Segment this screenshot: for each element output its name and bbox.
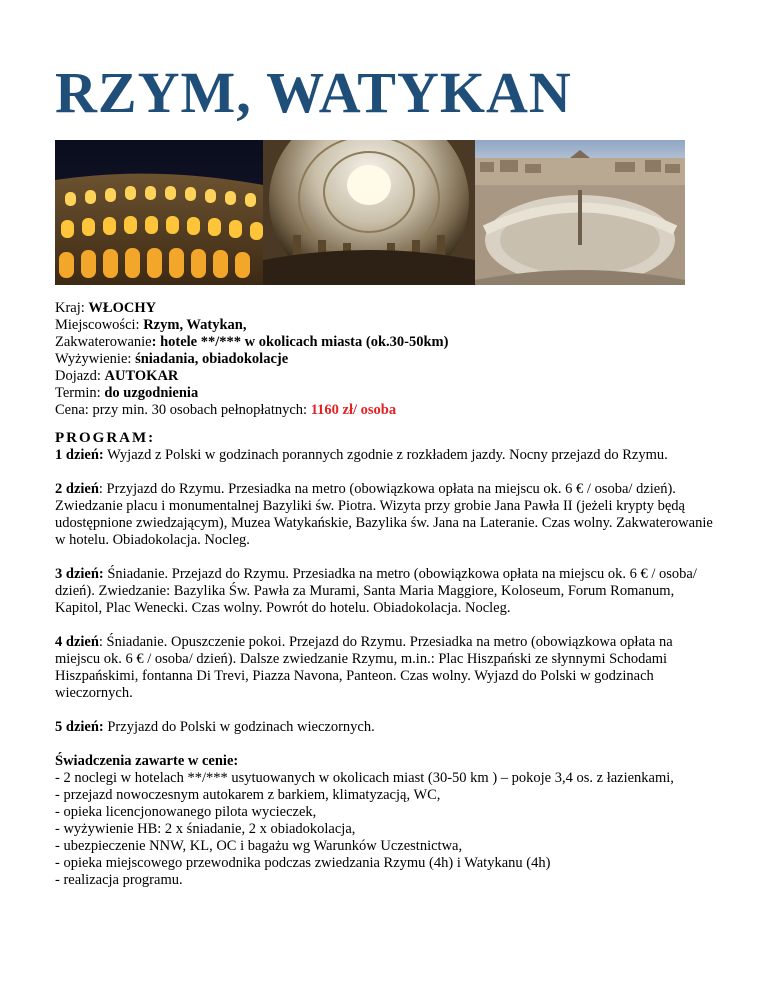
day-text: : Śniadanie. Opuszczenie pokoi. Przejazd do Rzymu. Przesiadka na metro (obowiązkowa opłata na miejscu ok. 6 € / osoba/ dzień). Dalsze zwiedzanie Rzymu, m.in.: Plac Hiszpański ze słynnymi Schodami Hiszpańskimi, fontanna Di Trevi, Piazza Navona, Panteon. Czas wolny. Wyjazd do Polski w godzinach wieczornych.: [55, 634, 673, 701]
list-item: - wyżywienie HB: 2 x śniadanie, 2 x obiadokolacja,: [55, 821, 356, 837]
day-text: Wyjazd z Polski w godzinach porannych zgodnie z rozkładem jazdy. Nocny przejazd do Rzymu.: [103, 447, 668, 463]
board-row: [55, 351, 715, 368]
board-label: Wyżywienie:: [55, 351, 136, 367]
transport-label: Dojazd:: [55, 368, 105, 384]
day-label: 5 dzień:: [55, 719, 104, 735]
country-label: Kraj:: [55, 300, 89, 316]
list-item: - 2 noclegi w hotelach **/*** usytuowanych w okolicach miast (30-50 km ) – pokoje 3,4 os. z łazienkami,: [55, 770, 674, 786]
board-value: śniadania, obiadokolacje: [135, 351, 289, 367]
term-value: do uzgodnienia: [104, 385, 199, 401]
transport-value: AUTOKAR: [104, 368, 179, 384]
price-label: Cena: przy min. 30 osobach pełnopłatnych:: [55, 402, 311, 418]
list-item: - opieka licencjonowanego pilota wycieczek,: [55, 804, 317, 820]
term-label: Termin:: [55, 385, 105, 401]
included-heading: Świadczenia zawarte w cenie:: [55, 753, 239, 769]
day-3: [55, 566, 715, 617]
program-section: [55, 430, 715, 889]
accommodation-row: [55, 334, 715, 351]
page-title: RZYM, WATYKAN: [55, 60, 572, 125]
country-value: WŁOCHY: [88, 300, 157, 316]
included-list: [55, 770, 715, 889]
price-row: [55, 402, 715, 419]
transport-row: [55, 368, 715, 385]
day-label: 3 dzień:: [55, 566, 104, 582]
day-label: 2 dzień: [55, 481, 99, 497]
places-label: Miejscowości:: [55, 317, 144, 333]
price-value: 1160 zł/ osoba: [310, 402, 397, 418]
day-5: [55, 719, 715, 736]
photo-strip: [55, 140, 685, 285]
places-row: [55, 317, 715, 334]
places-value: Rzym, Watykan,: [143, 317, 247, 333]
day-label: 4 dzień: [55, 634, 99, 650]
day-text: Przyjazd do Polski w godzinach wieczornych.: [103, 719, 375, 735]
day-4: [55, 634, 715, 702]
day-2: [55, 481, 715, 549]
day-text: Śniadanie. Przejazd do Rzymu. Przesiadka na metro (obowiązkowa opłata na miejscu ok. 6 € / osoba/ dzień). Zwiedzanie: Bazylika Św. Pawła za Murami, Santa Maria Maggiore, Koloseum, Forum Romanum, Kapitol, Plac Wenecki. Czas wolny. Powrót do hotelu. Obiadokolacja. Nocleg.: [55, 566, 697, 616]
day-label: 1 dzień:: [55, 447, 104, 463]
list-item: - realizacja programu.: [55, 872, 183, 888]
accommodation-label: Zakwaterowanie: [55, 334, 152, 350]
country-row: [55, 300, 715, 317]
day-text: : Przyjazd do Rzymu. Przesiadka na metro (obowiązkowa opłata na miejscu ok. 6 € / osoba/ dzień). Zwiedzanie placu i monumentalnej Bazyliki św. Piotra. Wizyta przy grobie Jana Pawła II (jeżeli krypty będą udostępnione zwiedzającym), Muzea Watykańskie, Bazylika św. Jana na Lateranie. Czas wolny. Zakwaterowanie w hotelu. Obiadokolacja. Nocleg.: [55, 481, 713, 548]
term-row: [55, 385, 715, 402]
list-item: - przejazd nowoczesnym autokarem z barkiem, klimatyzacją, WC,: [55, 787, 441, 803]
list-item: - opieka miejscowego przewodnika podczas zwiedzania Rzymu (4h) i Watykanu (4h): [55, 855, 551, 871]
day-1: [55, 447, 715, 464]
st-peters-square-photo: [475, 140, 685, 285]
program-heading: PROGRAM:: [55, 430, 156, 446]
dome-photo: [263, 140, 475, 285]
colosseum-photo: [55, 140, 263, 285]
trip-info: [55, 300, 715, 419]
accommodation-value: : hotele **/*** w okolicach miasta (ok.30-50km): [151, 334, 449, 350]
list-item: - ubezpieczenie NNW, KL, OC i bagażu wg Warunków Uczestnictwa,: [55, 838, 463, 854]
